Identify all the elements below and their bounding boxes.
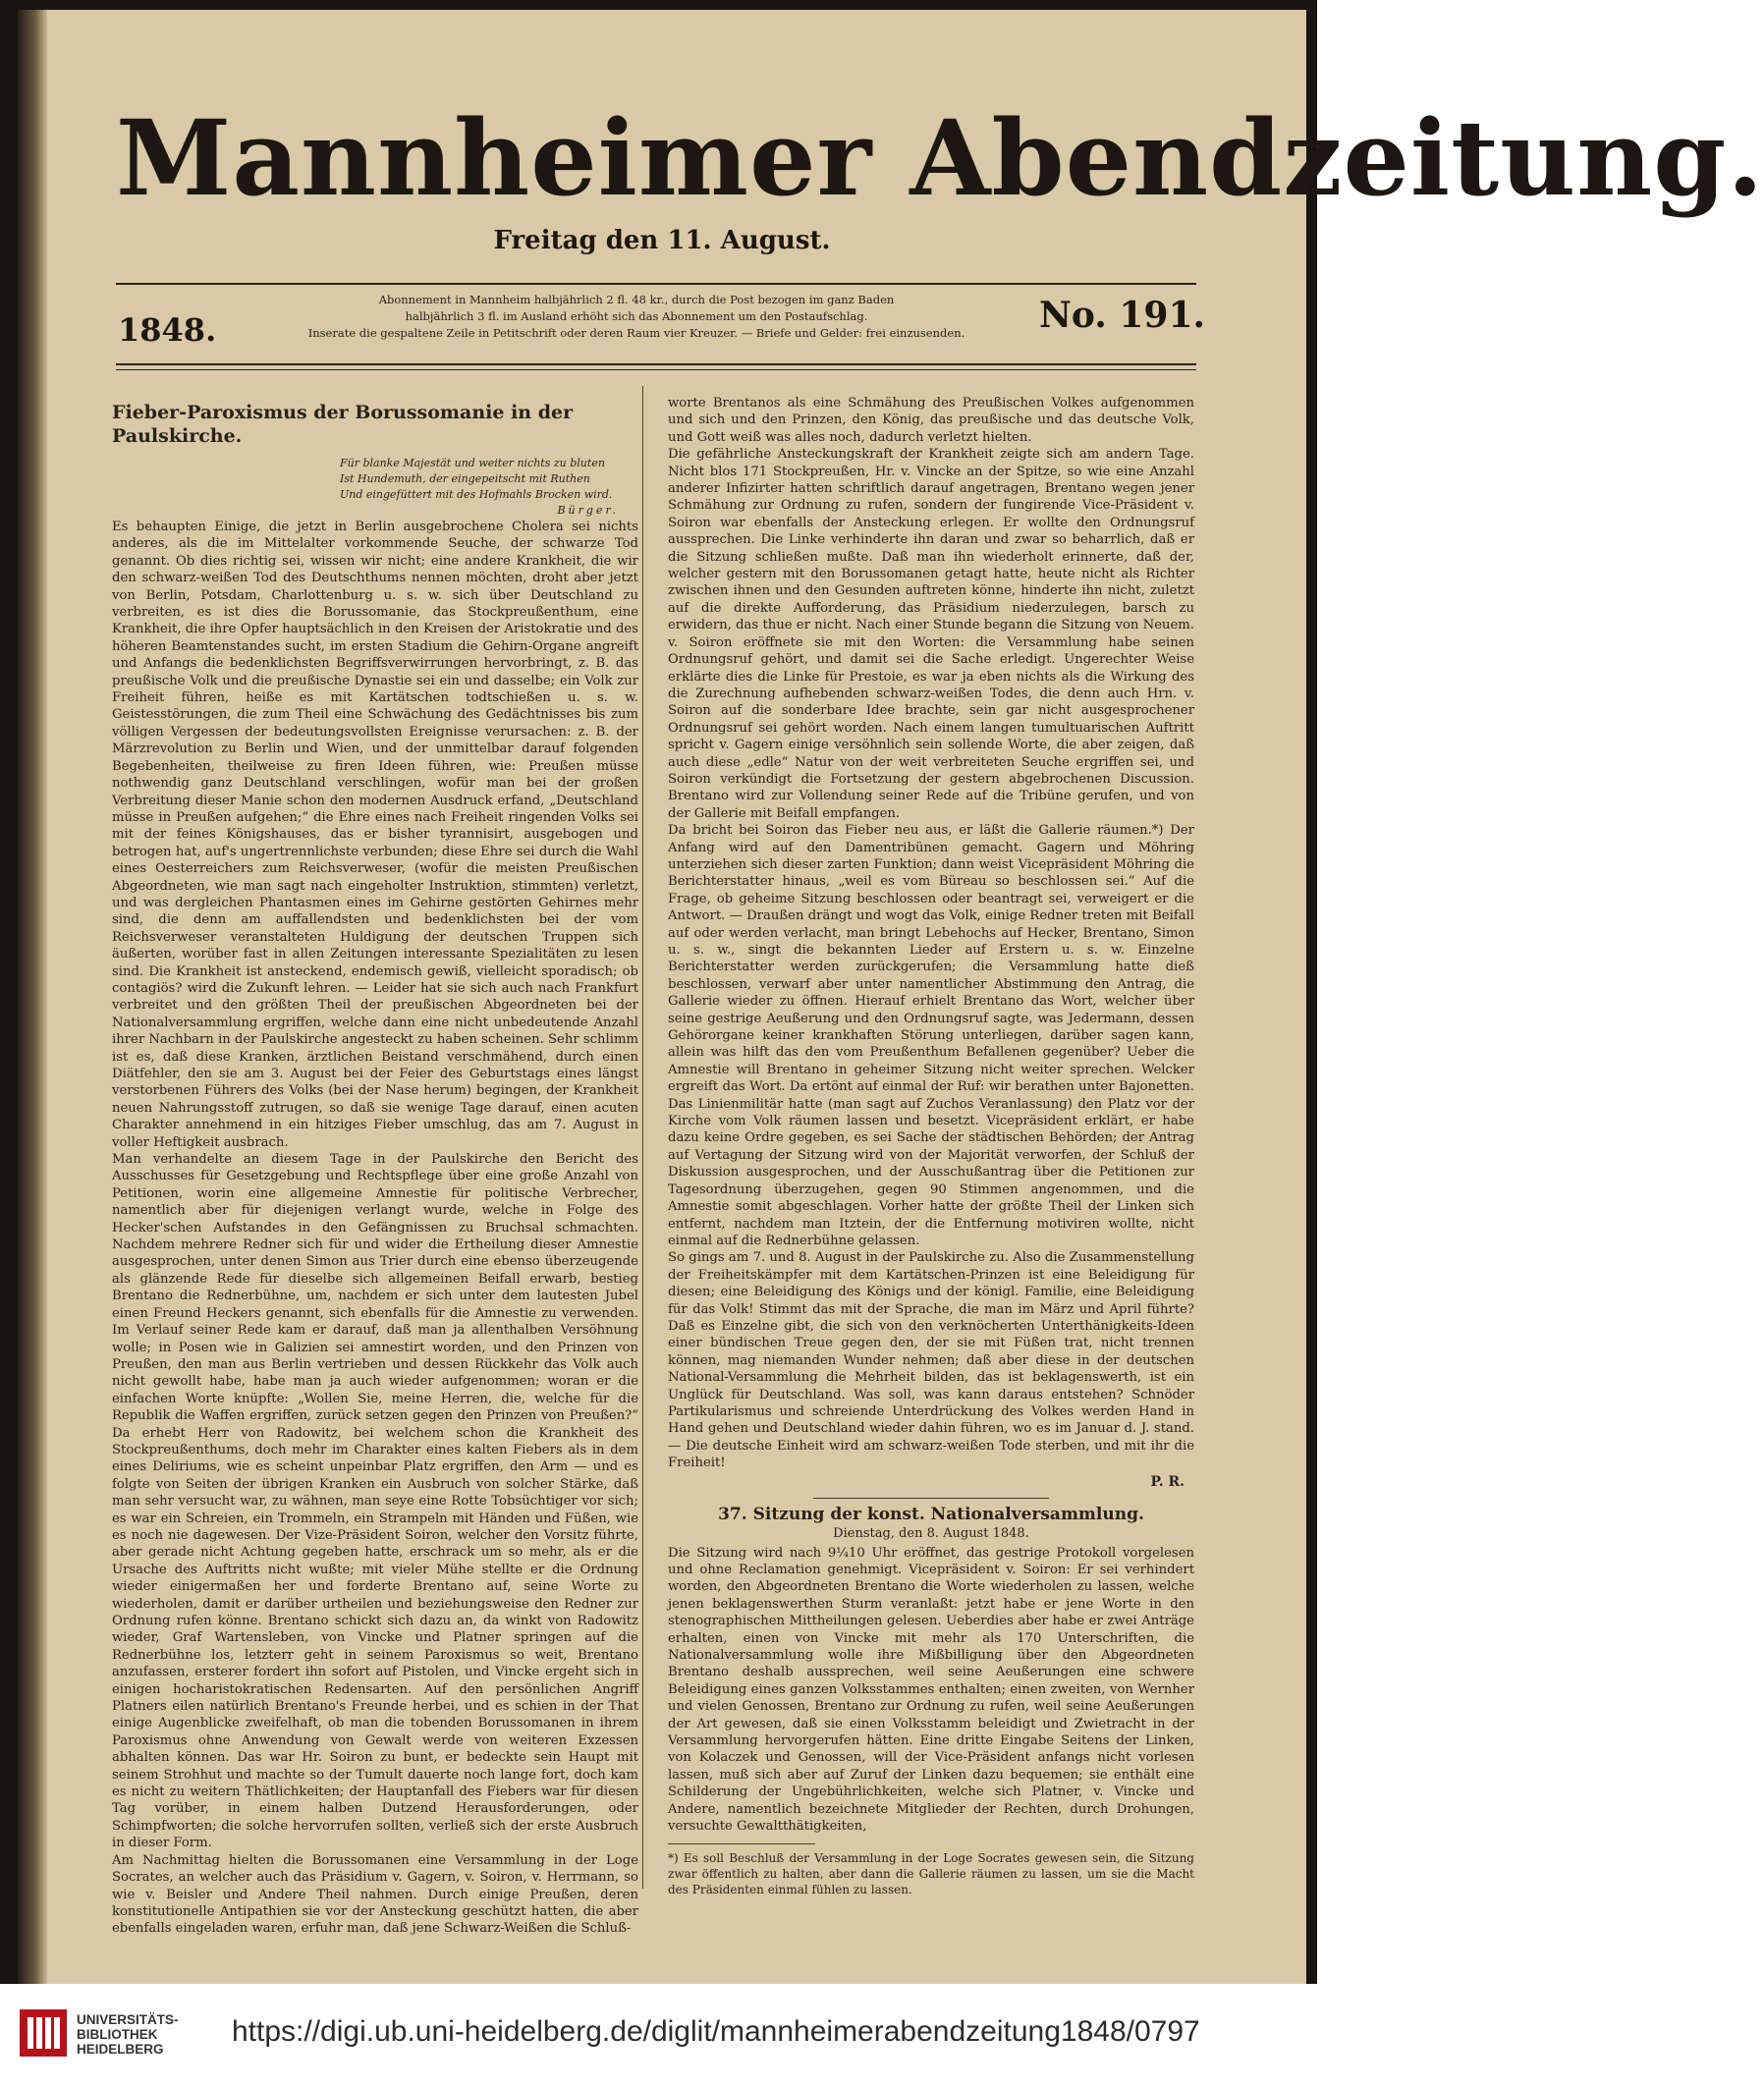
masthead-rule-bottom: [116, 363, 1196, 365]
motto-line: Ist Hundemuth, der eingepeitscht mit Ruthen: [340, 472, 590, 485]
subscription-info: [303, 292, 970, 342]
column-divider: [642, 386, 643, 1889]
library-name-line: BIBLIOTHEK: [77, 2027, 158, 2042]
section-rule: [813, 1498, 1049, 1499]
article-title: Fieber-Paroxismus der Borussomanie in der Paulskirche.: [112, 402, 574, 447]
footnote-rule: [668, 1843, 815, 1844]
subscription-line: Abonnement in Mannheim halbjährlich 2 fl. 48 kr., durch die Post bezogen im ganz Baden: [378, 293, 895, 306]
article-paragraph: worte Brentanos als eine Schmähung des Preußischen Volkes aufgenommen und sich und den Prinzen, den König, das preußische und das deutsche Volk, und Gott weiß was alles noch, dadurch verletzt hielten.: [668, 396, 1194, 445]
subscription-line: Inserate die gespaltene Zeile in Petitschrift oder deren Raum vier Kreuzer. — Briefe und Gelder: frei einzusenden.: [307, 326, 965, 340]
university-library-logo-icon[interactable]: [20, 2009, 67, 2057]
library-name-line: UNIVERSITÄTS-: [77, 2012, 179, 2027]
article-paragraph: Man verhandelte an diesem Tage in der Paulskirche den Bericht des Ausschusses für Gesetzgebung und Rechtspflege über eine große Anzahl von Petitionen, worin eine allgemeine Amnestie für politische Verbrecher, namentlich aber für diejenigen verlangt wurde, welche in Folge des Hecker'schen Aufstandes in den Gefängnissen zu Bruchsal schmachten. Nachdem mehrere Redner sich für und wider die Ertheilung dieser Amnestie ausgesprochen, unter denen Simon aus Trier durch eine ebenso überzeugende als glänzende Rede für dieselbe sich allgemeinen Beifall erwarb, bestieg Brentano die Rednerbühne, um, nachdem er sich unter dem lautesten Jubel einen Freund Heckers genannt, sich ebenfalls für die Amnestie zu verwenden. Im Verlauf seiner Rede kam er darauf, daß man ja allenthalben Versöhnung wolle; in Posen wie in Galizien sei amnestirt worden, und den Prinzen von Preußen, den man aus Berlin vertrieben und dessen Rückkehr das Volk auch nicht gewollt habe, habe man ja auch wieder aufgenommen; woran er die einfachen Worte knüpfte: „Wollen Sie, meine Herren, die, welche für die Republik die Waffen ergriffen, zurück setzen gegen den Prinzen von Preußen?“ Da erhebt Herr von Radowitz, bei welchem schon die Krankheit des Stockpreußenthums, doch mehr im Charakter eines kalten Fiebers als in dem eines Deliriums, wie es scheint unpeinbar Platz ergriffen, den Arm — und es folgte von Seiten der übrigen Kranken ein Ausbruch von solcher Stärke, daß man sehr versucht war, zu wähnen, man seye eine Rotte Tobsüchtiger vor sich; es war ein Schreien, ein Trommeln, ein Strampeln mit Händen und Füßen, wie es noch nie dagewesen. Der Vize-Präsident Soiron, welcher den Vorsitz führte, aber gerade nicht Achtung gegeben hatte, erschrack um so mehr, als er die Ursache des Auftritts nicht wußte; mit vieler Mühe stellte er die Ordnung wieder einigermaßen her und forderte Brentano auf, seine Worte zu wiederholen, damit er darüber urtheilen und beziehungsweise den Redner zur Ordnung rufen könne. Brentano schickt sich dazu an, da winkt von Radowitz wieder, Graf Wartensleben, von Vincke und Platner springen auf die Rednerbühne los, letzterr geht in seinem Paroxismus so weit, Brentano anzufassen, ersterer fordert ihn sofort auf Pistolen, und Vincke ergeht sich in einigen hocharistokratischen Redensarten. Auf den persönlichen Angriff Platners eilen natürlich Brentano's Freunde herbei, und es schien in der That einige Augenblicke zweifelhaft, ob man die tobenden Borussomanen in ihrem Paroxismus ohne Anwendung von Gewalt werde von weiteren Exzessen abhalten können. Das war Hr. Soiron zu bunt, er bedeckte sein Haupt mit seinem Strohhut und machte so der Tumult dauerte noch lange fort, doch kam es nicht zu weitern Thätlichkeiten; der Hauptanfall des Fiebers war für diesen Tag vorüber, in einem halben Dutzend Herausforderungen, oder Schimpfworten; die solche hervorrufen sollten, verließ sich der erste Ausbruch in dieser Form.: [112, 1152, 638, 1851]
library-name[interactable]: [77, 2012, 179, 2057]
newspaper-page: [18, 10, 1764, 1984]
issue-year: 1848.: [118, 311, 217, 349]
article-paragraph: Am Nachmittag hielten die Borussomanen eine Versammlung in der Loge Socrates, an welcher auch das Präsidium v. Gagern, v. Soiron, v. Herrmann, so wie v. Beisler und Andere Theil nahmen. Durch einige Preußen, deren konstitutionelle Antipathien sie vor der Ansteckung geschützt hatten, die aber ebenfalls eingeladen waren, erfuhr man, daß jene Schwarz-Weißen die Schluß-: [112, 1852, 638, 1937]
article-motto: [340, 456, 638, 519]
article-signature: P. R.: [1150, 1473, 1185, 1490]
newspaper-masthead: Mannheimer Abendzeitung.: [116, 96, 1764, 219]
masthead-rule-thin: [116, 369, 1196, 370]
page-url-link[interactable]: https://digi.ub.uni-heidelberg.de/diglit/mannheimerabendzeitung1848/0797: [232, 2015, 1200, 2048]
motto-author: Bürger.: [557, 504, 619, 517]
library-name-line: HEIDELBERG: [77, 2042, 164, 2057]
section-body: [668, 1545, 1194, 1836]
article-paragraph: Es behaupten Einige, die jetzt in Berlin ausgebrochene Cholera sei nichts anderes, als die im Mittelalter vorkommende Seuche, der schwarze Tod genannt. Ob dies richtig sei, wissen wir nicht; eine andere Krankheit, die wir den schwarz-weißen Tod des Deutschthums nennen möchten, droht aber jetzt von Berlin, Potsdam, Charlottenburg u. s. w. sich über Deutschland zu verbreiten, es ist dies die Borussomanie, das Stockpreußenthum, eine Krankheit, die ihre Opfer hauptsächlich in den Kreisen der Aristokratie und des höheren Beamtenstandes sucht, im ersten Stadium die Gehirn-Organe angreift und Anfangs die bedenklichsten Begriffsverwirrungen hervorbringt, z. B. das preußische Volk und die preußische Dynastie sei ein und dasselbe; ein Volk zur Freiheit führen, heiße es mit Kartätschen todtschießen u. s. w. Geistesstörungen, die zum Theil eine Schwächung des Gedächtnisses bis zum völligen Vergessen der bedeutungsvollsten Ereignisse verursachen: z. B. der Märzrevolution zu Berlin und Wien, und der unmittelbar darauf folgenden Begebenheiten, theilweise zu firen Ideen führen, wie: Preußen müsse nothwendig ganz Deutschland verschlingen, wofür man bei der großen Verbreitung dieser Manie schon den modernen Ausdruck erfand, „Deutschland müsse in Preußen aufgehen;“ die Ehre eines nach Freiheit ringenden Volks sei mit der feines Königshauses, das er bisher tyrannisirt, ausgebogen und betrogen hat, auf's ungertrennlichste verbunden; diese Ehre sei durch die Wahl eines Oesterreichers zum Reichsverweser, (wofür die meisten Preußischen Abgeordneten, wie man sagt nach eingeholter Instruktion, stimmten) verletzt, und was dergleichen Phantasmen eines im Gehirne gestörten Gehirnes mehr sind, die denn am auffallendsten und bedenklichsten bei der vom Reichsverweser veranstalteten Huldigung der deutschen Truppen sich äußerten, worüber fast in allen Zeitungen interessante Spezialitäten zu lesen sind. Die Krankheit ist ansteckend, endemisch gewiß, vielleicht sporadisch; ob contagiös? wird die Zukunft lehren. — Leider hat sie sich auch nach Frankfurt verbreitet und den größten Theil der preußischen Abgeordneten bei der Nationalversammlung ergriffen, welche dann eine nicht unbedeutende Anzahl ihrer Nachbarn in der Paulskirche angesteckt zu haben scheinen. Sehr schlimm ist es, daß diese Kranken, ärztlichen Beistand verschmähend, durch einen Diätfehler, den sie am 3. August bei der Feier des Geburtstags eines längst verstorbenen Führers des Volks (bei der Nase herum) begingen, der Krankheit neuen Nahrungsstoff zutrugen, so daß sie wenige Tage darauf, einen acuten Charakter annehmend in ein hitziges Fieber umschlug, das am 7. August in voller Heftigkeit ausbrach.: [112, 520, 638, 1150]
section-date: Dienstag, den 8. August 1848.: [833, 1525, 1029, 1541]
page-binding: [18, 10, 47, 1984]
article-body-continued: [668, 395, 1194, 1472]
right-column: [668, 395, 1194, 1896]
subscription-line: halbjährlich 3 fl. im Ausland erhöht sich das Abonnement um den Postaufschlag.: [405, 309, 868, 323]
motto-line: Und eingefüttert mit des Hofmahls Brocken wird.: [340, 488, 613, 501]
footnote: *) Es soll Beschluß der Versammlung in der Loge Socrates gewesen sein, die Sitzung zwar öffentlich zu halten, aber dann die Gallerie räumen zu lassen, um sie die Macht des Präsidenten einmal fühlen zu lassen.: [668, 1850, 1194, 1896]
article-paragraph: Da bricht bei Soiron das Fieber neu aus, er läßt die Gallerie räumen.*) Der Anfang wird auf den Damentribünen gemacht. Gagern und Möhring unterziehen sich dieser zarten Funktion; dann weist Vicepräsident Möhring die Berichterstatter hinaus, „weil es vom Büreau so beschlossen sei.“ Auf die Frage, ob geheime Sitzung beschlossen oder beantragt sei, verweigert er die Antwort. — Draußen drängt und wogt das Volk, einige Redner treten mit Beifall auf oder werden verlacht, man bringt Lebehochs auf Hecker, Brentano, Simon u. s. w., singt die bekannten Lieder auf Erstern u. s. w. Einzelne Berichterstatter werden zurückgerufen; die Versammlung hatte dieß beschlossen, verwarf aber unter namentlicher Abstimmung den Antrag, die Gallerie wieder zu öffnen. Hierauf erhielt Brentano das Wort, welcher über seine gestrige Aeußerung und den Ordnungsruf sagte, was Jedermann, dessen Gehörorgane keiner krankhaften Störung unterliegen, darüber sagen kann, allein was hilft das den vom Preußenthum Befallenen gegenüber? Ueber die Amnestie will Brentano in geheimer Sitzung nicht weiter sprechen. Welcker ergreift das Wort. Da ertönt auf einmal der Ruf: wir berathen unter Bajonetten. Das Linienmilitär hatte (man sagt auf Zuchos Veranlassung) den Platz vor der Kirche vom Volk räumen lassen und besetzt. Vicepräsident erklärt, er habe dazu keine Ordre gegeben, es sei Sache der städtischen Behörden; der Antrag auf Vertagung der Sitzung wird von der Majorität verworfen, der Schluß der Diskussion ausgesprochen, und der Ausschußantrag über die Petitionen zur Tagesordnung überzugehen, gegen 90 Stimmen angenommen, und die Amnestie somit abgeschlagen. Vorher hatte der größte Theil der Linken sich entfernt, nachdem man Itztein, der die Entfernung motiviren wollte, nicht einmal auf die Rednerbühne gelassen.: [668, 823, 1194, 1248]
motto-line: Für blanke Majestät und weiter nichts zu bluten: [340, 457, 605, 469]
viewer-footer: [0, 1984, 1317, 2087]
masthead-rule-top: [116, 283, 1196, 285]
left-column: [112, 395, 638, 1937]
article-paragraph: So gings am 7. und 8. August in der Paulskirche zu. Also die Zusammenstellung der Freiheitskämpfer mit dem Kartätschen-Prinzen ist eine Beleidigung für diesen; eine Beleidigung des Königs und der königl. Familie, eine Beleidigung für das Volk! Stimmt das mit der Sprache, die man im März und April führte? Daß es Einzelne gibt, die sich von den verknöcherten Unterthänigkeits-Ideen einer bündischen Treue gegen den, der sie mit Füßen trat, nicht trennen können, mag niemanden Wunder nehmen; daß aber diese in der deutschen National-Versammlung die Mehrheit bilden, das ist beklagenswerth, ist ein Unglück für Deutschland. Was soll, was kann daraus entstehen? Schnöder Partikularismus und schreiende Unterdrückung des Volkes werden Hand in Hand gehen und Deutschland wieder dahin führen, wo es im Januar d. J. stand. — Die deutsche Einheit wird am schwarz-weißen Tode sterben, und mit ihr die Freiheit!: [668, 1250, 1194, 1471]
section-title: 37. Sitzung der konst. Nationalversammlung.: [718, 1504, 1144, 1524]
issue-number: No. 191.: [1039, 295, 1206, 336]
issue-date: Freitag den 11. August.: [493, 226, 831, 255]
section-paragraph: Die Sitzung wird nach 9¼10 Uhr eröffnet, das gestrige Protokoll vorgelesen und ohne Reclamation genehmigt. Vicepräsident v. Soiron: Er sei verhindert worden, den Abgeordneten Brentano die Worte wiederholen zu lassen, welche jenen beklagenswerthen Sturm veranlaßt: jetzt habe er jene Worte in den stenographischen Mittheilungen gelesen. Ueberdies aber habe er zwei Anträge erhalten, einen von Vincke mit mehr als 170 Unterschriften, die Nationalversammlung wolle ihre Mißbilligung über den Abgeordneten Brentano deshalb aussprechen, weil seine Aeußerungen eine schwere Beleidigung eines ganzen Volksstammes enthalten; einen zweiten, von Wernher und vielen Genossen, Brentano zur Ordnung zu rufen, weil seine Aeußerungen der Art gewesen, daß sie einen Volksstamm beleidigt und Zwietracht in der Versammlung hervorgerufen hätten. Eine dritte Eingabe Seitens der Linken, von Kolaczek und Genossen, will der Vice-Präsident anfangs nicht vorlesen lassen, muß sich aber auf Zuruf der Linken dazu bequemen; sie enthält eine Schilderung der Ungebührlichkeiten, welche sich Platner, v. Vincke und Andere, namentlich bezeichnete Mitglieder der Rechten, durch Drohungen, versuchte Gewaltthätigkeiten,: [668, 1545, 1194, 1835]
article-body: [112, 519, 638, 1938]
article-paragraph: Die gefährliche Ansteckungskraft der Krankheit zeigte sich am andern Tage. Nicht blos 171 Stockpreußen, Hr. v. Vincke an der Spitze, so wie eine Anzahl anderer Infizirter hatten schriftlich darauf angetragen, Brentano wegen jener Schmähung zur Ordnung zu rufen, sondern der fungirende Vice-Präsident v. Soiron war ebenfalls der Ansteckung erlegen. Er wollte den Ordnungsruf aussprechen. Die Linke verhinderte ihn daran und zwar so beharrlich, daß er die Sitzung schließen mußte. Daß man ihn wiederholt erinnerte, daß der, welcher gestern mit den Borussomanen getagt hatte, heute nicht als Richter zwischen ihnen und den Gesunden auftreten könne, hinderte ihn nicht, zuletzt auf die direkte Aufforderung, das Präsidium niederzulegen, barsch zu erwidern, das thue er nicht. Nach einer Stunde begann die Sitzung von Neuem. v. Soiron eröffnete sie mit den Worten: die Versammlung habe seinen Ordnungsruf gehört, und damit sei die Sache erledigt. Ungerechter Weise erklärte dies die Linke für Prestoie, es war ja eben nichts als die Wirkung des die Zurechnung aufhebenden schwarz-weißen Todes, die denn auch Hrn. v. Soiron auf die sonderbare Idee brachte, sein gar nicht ausgesprochener Ordnungsruf sei gehört worden. Nach einem langen tumultuarischen Auftritt spricht v. Gagern einige versöhnlich sein sollende Worte, die aber zeigen, daß auch diese „edle“ Natur von der weit verbreiteten Seuche ergriffen sei, und Soiron verkündigt die Fortsetzung der gestern abgebrochenen Discussion. Brentano wird zur Vollendung seiner Rede auf die Tribüne gerufen, und von der Gallerie mit Beifall empfangen.: [668, 447, 1194, 821]
